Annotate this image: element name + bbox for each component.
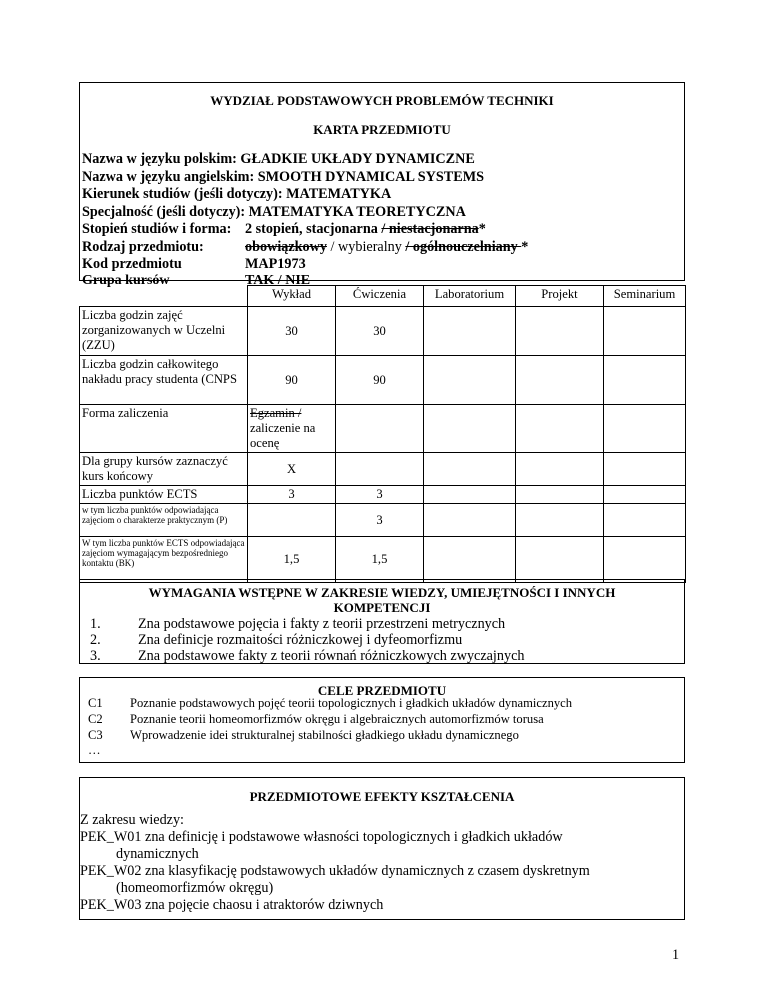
type-value	[245, 239, 528, 256]
row-label-direct: W tym liczba punktów ECTS odpowiadająca zajęciom wymagającym bezpośredniego kontaktu (BK)	[80, 537, 248, 583]
level-asterisk: *	[478, 221, 486, 237]
form-lab	[424, 405, 516, 453]
requirements-heading-1: WYMAGANIA WSTĘPNE W ZAKRESIE WIEDZY, UMIEJĘTNOŚCI I INNYCH	[148, 585, 616, 600]
direct-seminar	[604, 537, 686, 583]
name-en: Nazwa w języku angielskim: SMOOTH DYNAMICAL SYSTEMS	[82, 169, 485, 185]
requirements-heading-2: KOMPETENCJI	[333, 600, 431, 615]
practical-lab	[424, 504, 516, 537]
col-lecture: Wykład	[248, 286, 336, 307]
type-label: Rodzaj przedmiotu:	[82, 239, 204, 255]
cnps-lab	[424, 356, 516, 405]
cnps-project	[516, 356, 604, 405]
direct-lecture: 1,5	[248, 537, 336, 583]
requirements-box	[79, 579, 685, 664]
code-value: MAP1973	[245, 256, 306, 272]
practical-lecture	[248, 504, 336, 537]
row-label-ects: Liczba punktów ECTS	[80, 486, 248, 504]
final-exercises	[336, 453, 424, 486]
hours-table	[79, 285, 686, 583]
header-empty-cell	[80, 286, 248, 307]
table-row	[80, 504, 686, 537]
goal-ellipsis: …	[88, 743, 101, 757]
final-lecture: X	[248, 453, 336, 486]
zzu-lab	[424, 307, 516, 356]
ects-seminar	[604, 486, 686, 504]
practical-seminar	[604, 504, 686, 537]
col-project: Projekt	[516, 286, 604, 307]
table-row	[80, 486, 686, 504]
level-value	[245, 221, 486, 238]
zzu-lecture: 30	[248, 307, 336, 356]
table-row	[80, 453, 686, 486]
form-seminar	[604, 405, 686, 453]
goals-heading: CELE PRZEDMIOTU	[317, 683, 447, 698]
ects-project	[516, 486, 604, 504]
requirement-num: 2.	[90, 632, 101, 648]
goal-id: C2	[88, 712, 103, 726]
type-asterisk: *	[521, 239, 529, 255]
requirement-num: 1.	[90, 616, 101, 632]
final-project	[516, 453, 604, 486]
graded-credit: zaliczenie na ocenę	[250, 421, 316, 450]
direct-project	[516, 537, 604, 583]
outcome-w02-cont: (homeomorfizmów okręgu)	[116, 880, 274, 896]
outcomes-heading: PRZEDMIOTOWE EFEKTY KSZTAŁCENIA	[249, 789, 515, 804]
zzu-seminar	[604, 307, 686, 356]
type-general-struck: / ogólnouczelniany	[405, 239, 522, 255]
level-value-struck: / niestacjonarna	[381, 221, 479, 237]
form-lecture	[248, 405, 336, 453]
outcome-w02: PEK_W02 zna klasyfikację podstawowych układów dynamicznych z czasem dyskretnym	[80, 863, 590, 879]
practical-project	[516, 504, 604, 537]
form-exercises	[336, 405, 424, 453]
faculty-title: WYDZIAŁ PODSTAWOWYCH PROBLEMÓW TECHNIKI	[210, 93, 554, 108]
final-lab	[424, 453, 516, 486]
cnps-seminar	[604, 356, 686, 405]
goal-text: Poznanie teorii homeomorfizmów okręgu i algebraicznych automorfizmów torusa	[130, 712, 544, 726]
zzu-project	[516, 307, 604, 356]
group-label: Grupa kursów	[82, 273, 170, 288]
direct-lab	[424, 537, 516, 583]
col-laboratory: Laboratorium	[424, 286, 516, 307]
form-project	[516, 405, 604, 453]
outcome-w01: PEK_W01 zna definicję i podstawowe własności topologicznych i gładkich układów	[80, 829, 563, 845]
field-of-study: Kierunek studiów (jeśli dotyczy): MATEMATYKA	[82, 186, 392, 202]
type-mandatory-struck: obowiązkowy	[245, 239, 327, 255]
cnps-exercises: 90	[336, 356, 424, 405]
exam-struck: Egzamin /	[250, 406, 302, 420]
ects-exercises: 3	[336, 486, 424, 504]
course-info-box	[79, 82, 685, 288]
direct-exercises: 1,5	[336, 537, 424, 583]
table-row	[80, 405, 686, 453]
name-pl: Nazwa w języku polskim: GŁADKIE UKŁADY DYNAMICZNE	[82, 151, 475, 167]
requirement-text: Zna definicje rozmaitości różniczkowej i dyfeomorfizmu	[138, 632, 463, 648]
code-label: Kod przedmiotu	[82, 256, 182, 272]
col-seminar: Seminarium	[604, 286, 686, 307]
type-elective: / wybieralny	[326, 239, 406, 255]
table-row	[80, 356, 686, 405]
table-row	[80, 307, 686, 356]
card-title: KARTA PRZEDMIOTU	[313, 122, 451, 137]
cnps-lecture: 90	[248, 356, 336, 405]
practical-exercises: 3	[336, 504, 424, 537]
goals-box	[79, 677, 685, 763]
goal-text: Poznanie podstawowych pojęć teorii topologicznych i gładkich układów dynamicznych	[130, 696, 573, 710]
row-label-final: Dla grupy kursów zaznaczyć kurs końcowy	[80, 453, 248, 486]
goal-id: C1	[88, 696, 103, 710]
table-row	[80, 537, 686, 583]
hours-header-row	[80, 286, 686, 307]
requirement-text: Zna podstawowe fakty z teorii równań różniczkowych zwyczajnych	[138, 648, 525, 664]
outcome-w03: PEK_W03 zna pojęcie chaosu i atraktorów dziwnych	[80, 897, 384, 913]
row-label-form: Forma zaliczenia	[80, 405, 248, 453]
ects-lecture: 3	[248, 486, 336, 504]
requirement-text: Zna podstawowe pojęcia i fakty z teorii przestrzeni metrycznych	[138, 616, 506, 632]
goal-text: Wprowadzenie idei strukturalnej stabilności gładkiego układu dynamicznego	[130, 728, 519, 742]
col-exercises: Ćwiczenia	[336, 286, 424, 307]
level-value-active: 2 stopień, stacjonarna	[245, 221, 382, 237]
zzu-exercises: 30	[336, 307, 424, 356]
page-number: 1	[672, 947, 680, 963]
level-label: Stopień studiów i forma:	[82, 221, 232, 237]
row-label-practical: w tym liczba punktów odpowiadająca zajęciom o charakterze praktycznym (P)	[80, 504, 248, 537]
outcomes-intro: Z zakresu wiedzy:	[80, 812, 184, 828]
final-seminar	[604, 453, 686, 486]
specialty: Specjalność (jeśli dotyczy): MATEMATYKA TEORETYCZNA	[82, 204, 466, 220]
group-no-struck: NIE	[285, 273, 311, 288]
outcomes-box	[79, 777, 685, 920]
ects-lab	[424, 486, 516, 504]
requirement-num: 3.	[90, 648, 101, 664]
row-label-zzu: Liczba godzin zajęć zorganizowanych w Uczelni (ZZU)	[80, 307, 248, 356]
row-label-cnps: Liczba godzin całkowitego nakładu pracy studenta (CNPS	[80, 356, 248, 405]
group-yes: TAK /	[245, 273, 286, 288]
goal-id: C3	[88, 728, 103, 742]
outcome-w01-cont: dynamicznych	[116, 846, 199, 862]
